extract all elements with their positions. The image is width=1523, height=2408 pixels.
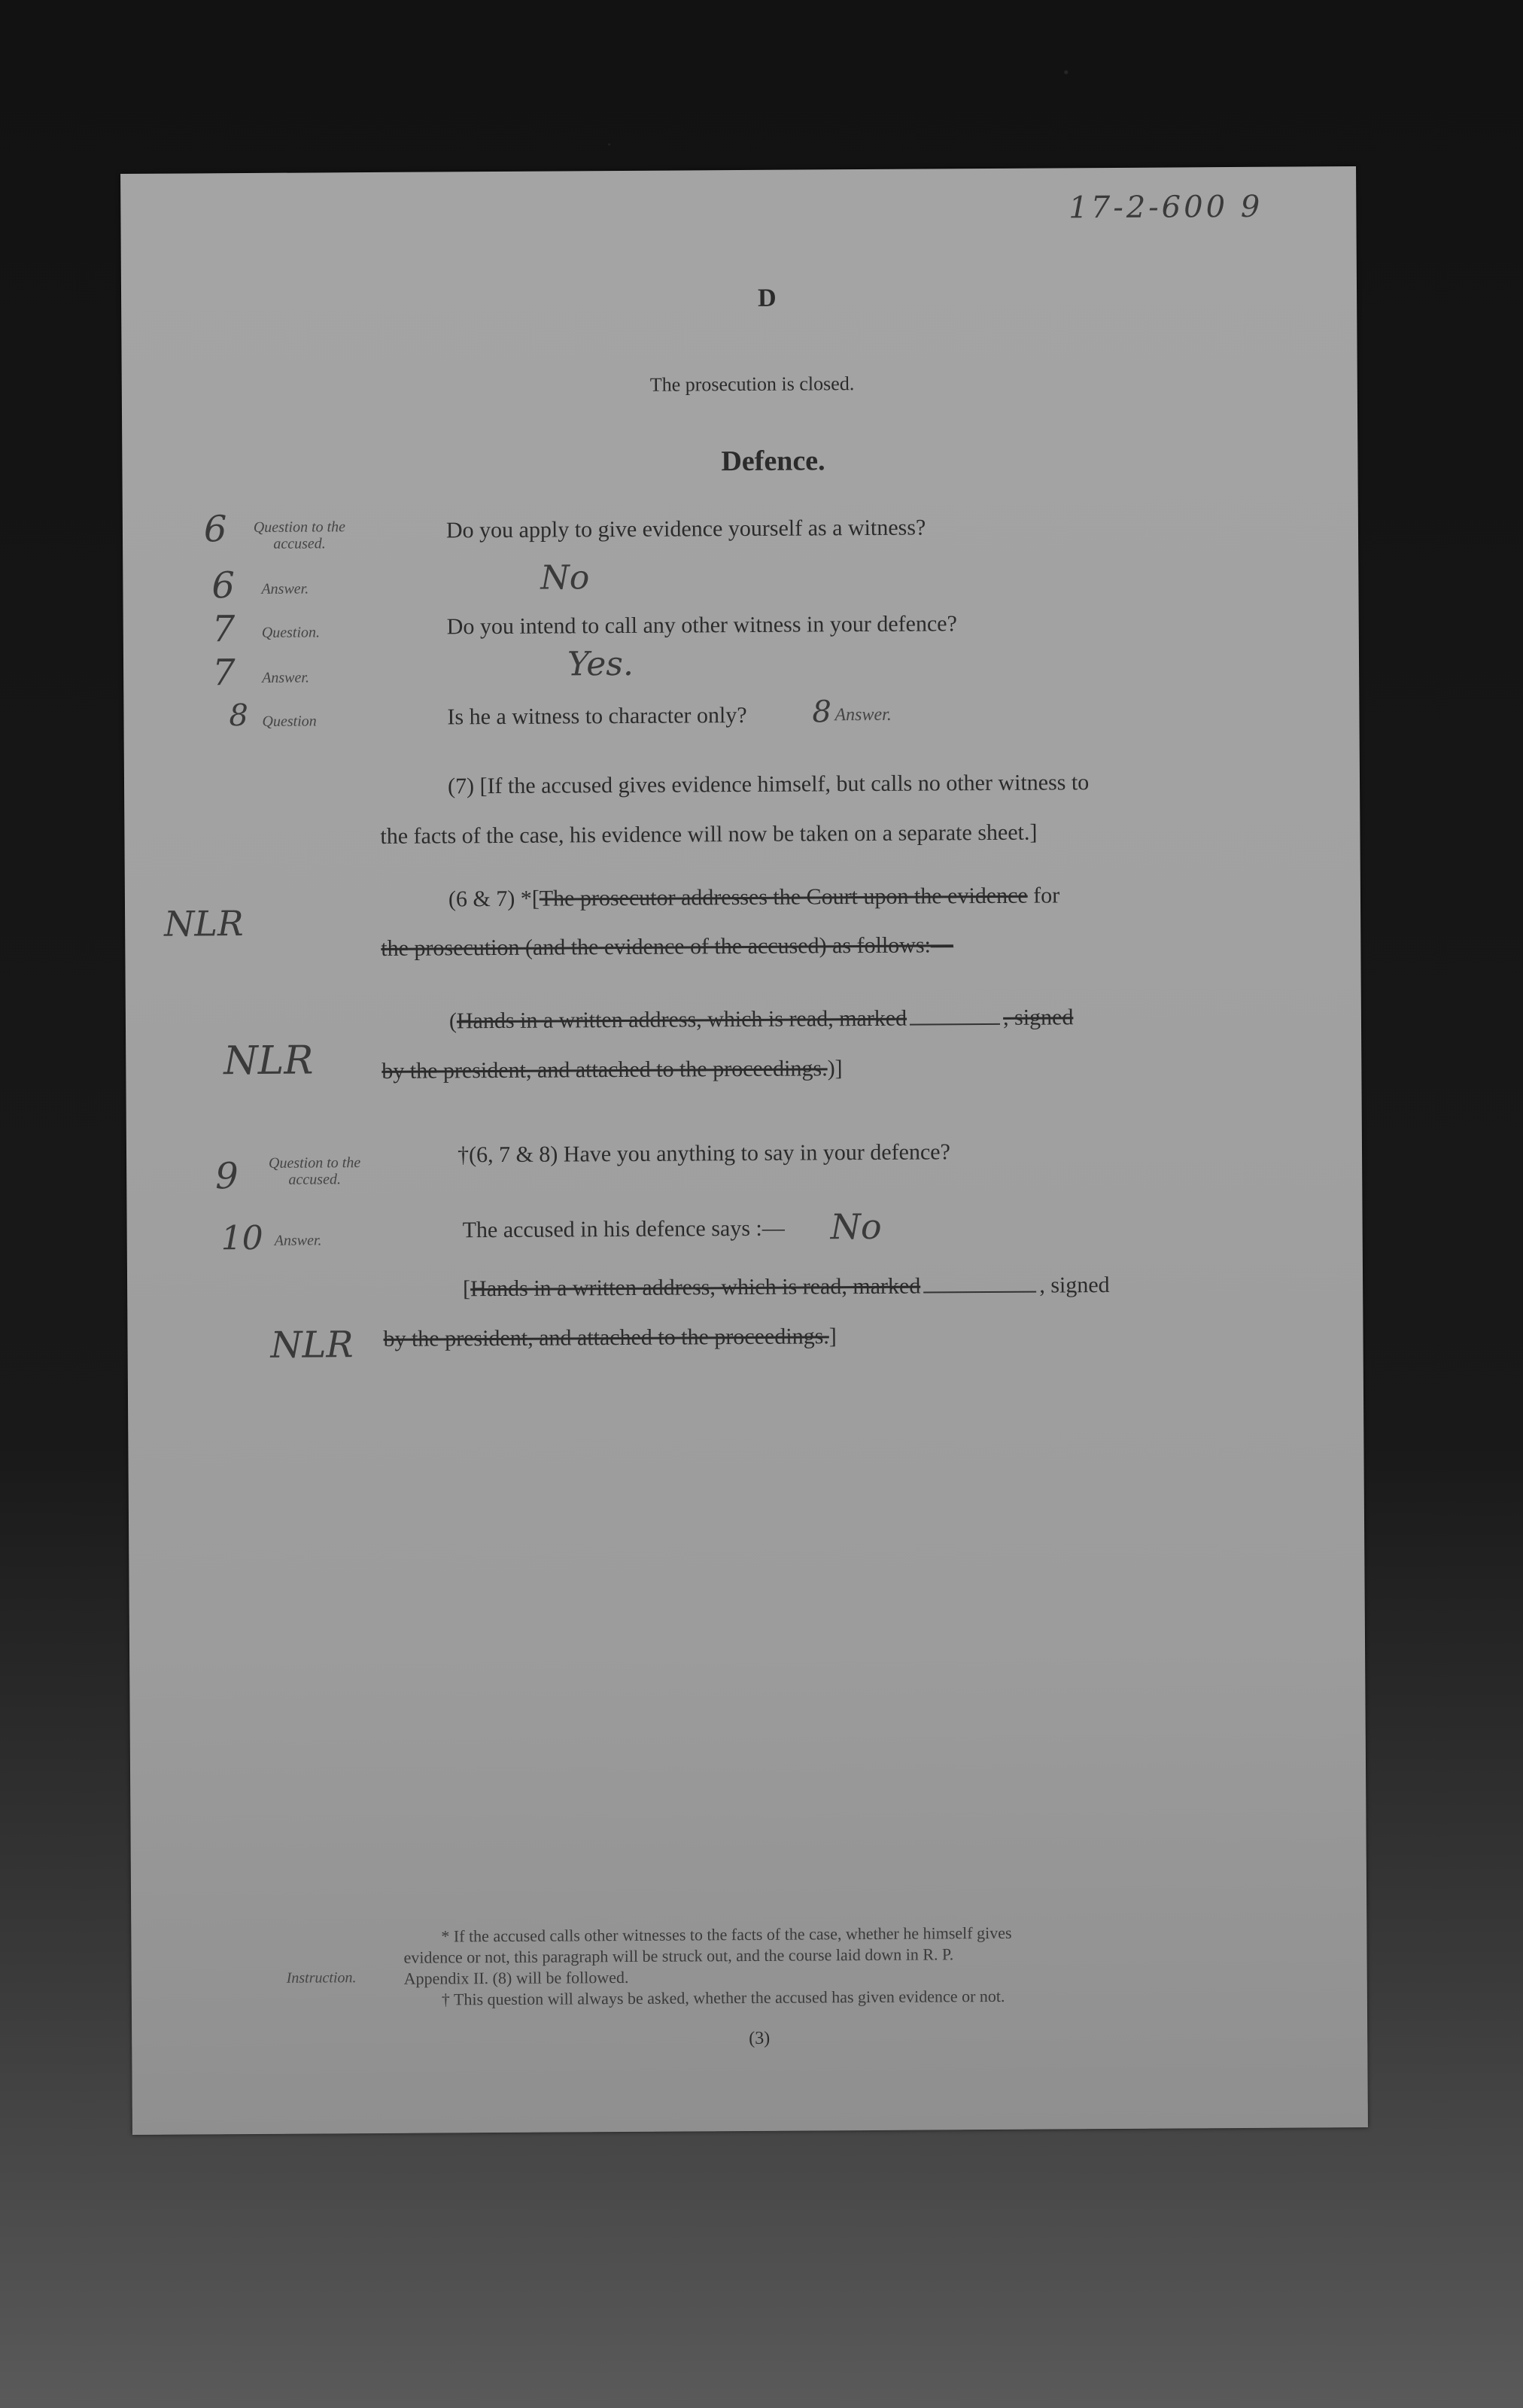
q1-text: Do you apply to give evidence yourself as a witness? — [445, 515, 926, 543]
q9-label: Question to the accused. — [268, 1154, 361, 1188]
a1-answer: No — [540, 558, 590, 597]
hands1-tail: , signed — [1002, 1005, 1074, 1030]
q1-number: 6 — [203, 508, 227, 551]
hands2-tail: , signed — [1039, 1272, 1110, 1298]
a2-number: 7 — [211, 652, 236, 695]
para7-line1: (7) [If the accused gives evidence himself, but calls no other witness to — [447, 770, 1090, 799]
hands1-open: ( — [448, 1008, 458, 1034]
q9-number: 9 — [215, 1155, 239, 1198]
a1-label: Answer. — [261, 580, 309, 597]
para67-tail: for — [1027, 883, 1060, 908]
hands2-line1 — [463, 1272, 1110, 1302]
hands2-open: [ — [463, 1276, 471, 1302]
q1-label: Question to the accused. — [253, 518, 346, 552]
reference-number: 17-2-600 9 — [1069, 189, 1263, 226]
a2-answer: Yes. — [567, 644, 634, 684]
hands1-line2 — [382, 1056, 842, 1084]
hands2-struck-text: Hands in a written address, which is read, marked — [470, 1273, 921, 1302]
hands1-margin-nlr: NLR — [223, 1038, 314, 1084]
instruction-line3: Appendix II. (8) will be followed. — [403, 1967, 629, 1988]
instruction-label: Instruction. — [286, 1969, 357, 1987]
hands1-line1 — [449, 1005, 1074, 1034]
q3-text: Is he a witness to character only? — [447, 702, 747, 730]
q9-text: †(6, 7 & 8) Have you anything to say in your defence? — [457, 1139, 950, 1168]
q2-number: 7 — [211, 608, 236, 651]
hands1-struck-text: Hands in a written address, which is read, marked — [456, 1005, 907, 1034]
a10-number: 10 — [220, 1218, 263, 1258]
q3-answer-label: Answer. — [834, 704, 892, 725]
q3-number: 8 — [229, 698, 249, 734]
section-letter: D — [757, 284, 777, 312]
hands2-blank — [923, 1291, 1036, 1294]
hands1-line2-text: by the president, and attached to the proceedings. — [382, 1056, 828, 1084]
para67-line2: the prosecution (and the evidence of the accused) as follows:— — [381, 932, 953, 961]
para7-line2: the facts of the case, his evidence will now be taken on a separate sheet.] — [380, 819, 1038, 849]
q3-answer-number: 8 — [812, 695, 832, 730]
hands2-line2 — [383, 1324, 836, 1352]
prosecution-closed-line: The prosecution is closed. — [649, 372, 855, 396]
document-page — [120, 166, 1368, 2135]
hands1-close: )] — [827, 1056, 843, 1081]
a10-text: The accused in his defence says :— — [462, 1215, 785, 1243]
a10-label: Answer. — [274, 1232, 322, 1249]
hands2-margin-nlr: NLR — [270, 1324, 354, 1367]
hands1-blank — [910, 1023, 1000, 1026]
a10-answer: No — [830, 1206, 882, 1248]
hands2-close: ] — [828, 1324, 837, 1349]
instruction-line2: evidence or not, this paragraph will be struck out, and the course laid down in R. P. — [403, 1944, 954, 1967]
para67-prefix: (6 & 7) *[ — [448, 886, 540, 912]
para67-margin-nlr: NLR — [163, 903, 244, 944]
q3-label: Question — [262, 713, 317, 730]
hands2-line2-text: by the president, and attached to the proceedings. — [383, 1324, 829, 1351]
defence-heading: Defence. — [721, 445, 825, 478]
a2-label: Answer. — [262, 669, 310, 686]
instruction-line4: † This question will always be asked, whether the accused has given evidence or not. — [441, 1986, 1005, 2009]
para67-struck-text: The prosecutor addresses the Court upon the evidence — [539, 883, 1028, 911]
page-number: (3) — [749, 2028, 771, 2048]
instruction-line1: * If the accused calls other witnesses to the facts of the case, whether he himself gives — [441, 1923, 1012, 1946]
para67-line1 — [448, 883, 1059, 912]
q2-label: Question. — [261, 624, 321, 641]
q2-text: Do you intend to call any other witness in your defence? — [446, 611, 957, 640]
a1-number: 6 — [211, 564, 236, 607]
